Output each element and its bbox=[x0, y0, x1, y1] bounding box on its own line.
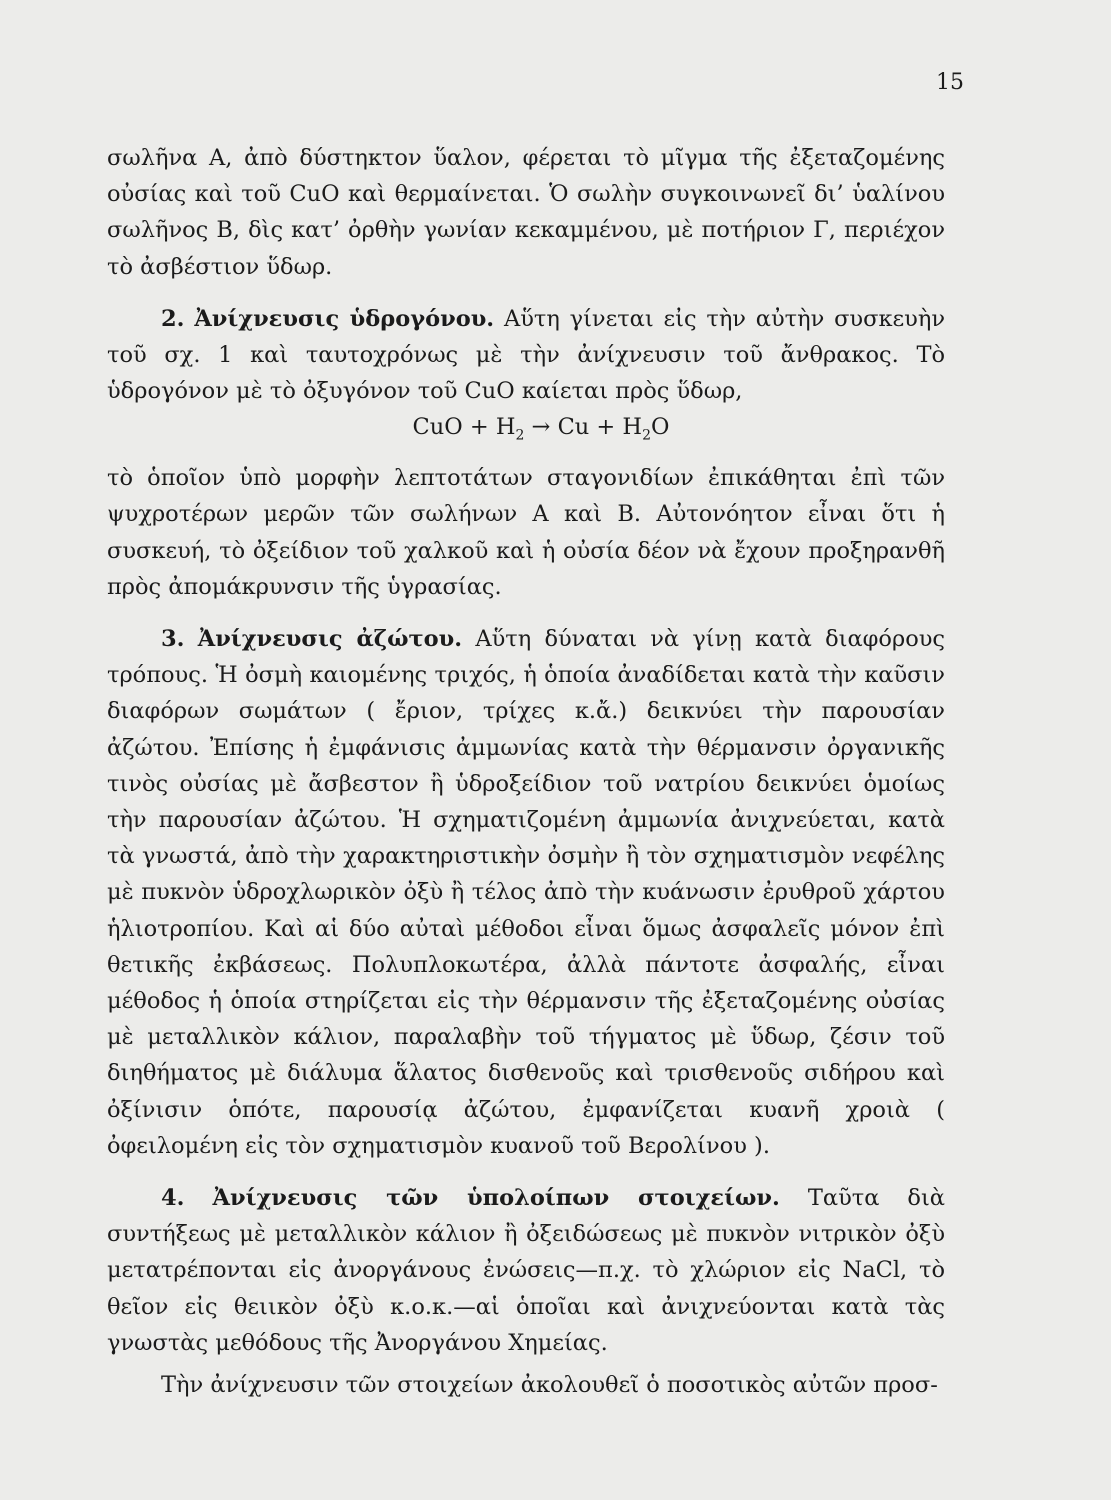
section-3-number: 3. bbox=[161, 625, 185, 652]
paragraph-intro: σωλῆνα Α, ἀπὸ δύστηκτον ὕαλον, φέρεται τὸ μῖγμα τῆς ἐξεταζομένης οὐσίας καὶ τοῦ CuO καὶ θερμαίνεται. Ὁ σωλὴν συγκοινωνεῖ δι’ ὑαλίνου σωλῆνος Β, δὶς κατ’ ὀρθὴν γωνίαν κεκαμμένου, μὲ ποτήριον Γ, περιέχον τὸ ἀσβέστιον ὕδωρ. bbox=[107, 145, 945, 280]
section-4-number: 4. bbox=[161, 1184, 185, 1211]
section-2-body: Αὕτη γίνεται εἰς τὴν αὐτὴν συσκευὴν τοῦ σχ. 1 καὶ ταυτοχρόνως μὲ τὴν ἀνίχνευσιν τοῦ ἄνθρακος. Τὸ ὑδρογόνον μὲ τὸ ὀξυγόνον τοῦ CuO καίεται πρὸς ὕδωρ, bbox=[107, 305, 946, 405]
equation-right: O bbox=[650, 414, 670, 441]
equation-subscript-1: 2 bbox=[515, 427, 525, 444]
section-3-body: Αὕτη δύναται νὰ γίνῃ κατὰ διαφόρους τρόπους. Ἡ ὀσμὴ καιομένης τριχός, ἡ ὁποία ἀναδίδεται κατὰ τὴν καῦσιν διαφόρων σωμάτων ( ἔριον, τρίχες κ.ἄ.) δεικνύει τὴν παρουσίαν ἀζώτου. Ἐπίσης ἡ ἐμφάνισις ἀμμωνίας κατὰ τὴν θέρμανσιν ὀργανικῆς τινὸς οὐσίας μὲ ἄσβεστον ἢ ὑδροξείδιον τοῦ νατρίου δεικνύει ὁμοίως τὴν παρουσίαν ἀζώτου. Ἡ σχηματιζομένη ἀμμωνία ἀνιχνεύεται, κατὰ τὰ γνωστά, ἀπὸ τὴν χαρακτηριστικὴν ὀσμὴν ἢ τὸν σχηματισμὸν νεφέλης μὲ πυκνὸν ὑδροχλωρικὸν ὀξὺ ἢ τέλος ἀπὸ τὴν κυάνωσιν ἐρυθροῦ χάρτου ἡλιοτροπίου. Καὶ αἱ δύο αὐταὶ μέθοδοι εἶναι ὅμως ἀσφαλεῖς μόνον ἐπὶ θετικῆς ἐκβάσεως. Πολυπλοκωτέρα, ἀλλὰ πάντοτε ἀσφαλής, εἶναι μέθοδος ἡ ὁποία στηρίζεται εἰς τὴν θέρμανσιν τῆς ἐξεταζομένης οὐσίας μὲ μεταλλικὸν κάλιον, παραλαβὴν τοῦ τήγματος μὲ ὕδωρ, ζέσιν τοῦ διηθήματος μὲ διάλυμα ἅλατος δισθενοῦς καὶ τρισθενοῦς σιδήρου καὶ ὀξίνισιν ὁπότε, παρουσίᾳ ἀζώτου, ἐμφανίζεται κυανῆ χροιὰ ( ὀφειλομένη εἰς τὸν σχηματισμὸν κυανοῦ τοῦ Βερολίνου ). bbox=[107, 625, 946, 1159]
section-2-heading: Ἀνίχνευσις ὑδρογόνου. bbox=[194, 305, 495, 332]
section-4-heading: Ἀνίχνευσις τῶν ὑπολοίπων στοιχείων. bbox=[212, 1184, 780, 1211]
paragraph-final: Τὴν ἀνίχνευσιν τῶν στοιχείων ἀκολουθεῖ ὁ ποσοτικὸς αὐτῶν προσ- bbox=[161, 1372, 938, 1398]
section-2-continuation: τὸ ὁποῖον ὑπὸ μορφὴν λεπτοτάτων σταγονιδίων ἐπικάθηται ἐπὶ τῶν ψυχροτέρων μερῶν τῶν σωλήνων Α καὶ Β. Αὐτονόητον εἶναι ὅτι ἡ συσκευή, τὸ ὀξείδιον τοῦ χαλκοῦ καὶ ἡ οὐσία δέον νὰ ἔχουν προξηρανθῆ πρὸς ἀπομάκρυνσιν τῆς ὑγρασίας. bbox=[107, 465, 945, 600]
page-number: 15 bbox=[936, 70, 964, 95]
section-3-paragraph bbox=[107, 621, 945, 1164]
section-3-heading: Ἀνίχνευσις ἀζώτου. bbox=[197, 625, 463, 652]
equation-middle: → Cu + H bbox=[524, 414, 643, 441]
section-2-number: 2. bbox=[161, 305, 185, 332]
equation-left: CuO + H bbox=[412, 414, 516, 441]
equation-subscript-2: 2 bbox=[642, 427, 651, 444]
section-4-paragraph bbox=[107, 1180, 945, 1361]
section-4-body: Ταῦτα διὰ συντήξεως μὲ μεταλλικὸν κάλιον ἢ ὀξειδώσεως μὲ πυκνὸν νιτρικὸν ὀξὺ μετατρέπονται εἰς ἀνοργάνους ἐνώσεις—π.χ. τὸ χλώριον εἰς NaCl, τὸ θεῖον εἰς θειικὸν ὀξὺ κ.ο.κ.—αἱ ὁποῖαι καὶ ἀνιχνεύονται κατὰ τὰς γνωστὰς μεθόδους τῆς Ἀνοργάνου Χημείας. bbox=[107, 1184, 945, 1356]
body-text bbox=[107, 140, 945, 1403]
chemical-equation bbox=[107, 409, 945, 454]
section-2-paragraph bbox=[107, 301, 945, 410]
